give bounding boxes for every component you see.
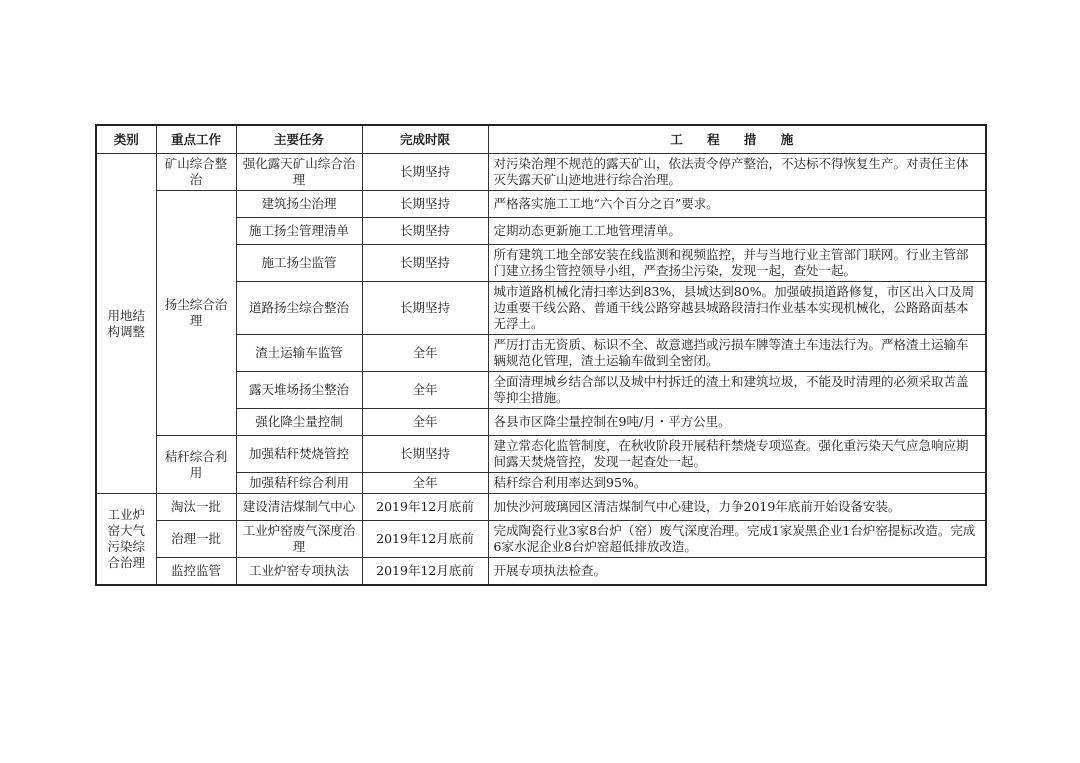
table-row [96, 521, 986, 558]
header-measures: 工 程 措 施 [488, 125, 986, 154]
measure-cell: 严厉打击无资质、标识不全、故意遮挡或污损车牌等渣土车违法行为。严格渣土运输车辆规范化管理，渣土运输车做到全密闭。 [488, 335, 986, 372]
task-cell: 道路扬尘综合整治 [236, 282, 362, 335]
header-deadline: 完成时限 [362, 125, 488, 154]
measure-cell: 开展专项执法检查。 [488, 558, 986, 585]
deadline-cell: 长期坚持 [362, 245, 488, 282]
deadline-cell: 长期坚持 [362, 191, 488, 218]
category-cell: 用地结构调整 [96, 154, 156, 494]
task-cell: 建设清洁煤制气中心 [236, 494, 362, 521]
measure-cell: 严格落实施工工地“六个百分之百”要求。 [488, 191, 986, 218]
header-category: 类别 [96, 125, 156, 154]
task-cell: 加强秸秆综合利用 [236, 473, 362, 494]
header-key-work: 重点工作 [156, 125, 236, 154]
measure-cell: 加快沙河玻璃园区清洁煤制气中心建设，力争2019年底前开始设备安装。 [488, 494, 986, 521]
table-row [96, 154, 986, 191]
measure-cell: 所有建筑工地全部安装在线监测和视频监控，并与当地行业主管部门联网。行业主管部门建立扬尘管控领导小组，严查扬尘污染，发现一起，查处一起。 [488, 245, 986, 282]
measure-cell: 对污染治理不规范的露天矿山，依法责令停产整治，不达标不得恢复生产。对责任主体灭失露天矿山迹地进行综合治理。 [488, 154, 986, 191]
task-cell: 工业炉窑废气深度治理 [236, 521, 362, 558]
task-cell: 强化降尘量控制 [236, 409, 362, 436]
measure-cell: 各县市区降尘量控制在9吨/月・平方公里。 [488, 409, 986, 436]
task-cell: 施工扬尘监管 [236, 245, 362, 282]
measure-cell: 秸秆综合利用率达到95%。 [488, 473, 986, 494]
key-work-cell: 矿山综合整治 [156, 154, 236, 191]
table-row [96, 436, 986, 473]
category-cell: 工业炉窑大气污染综合治理 [96, 494, 156, 585]
deadline-cell: 全年 [362, 372, 488, 409]
table-row [96, 191, 986, 218]
table-row [96, 558, 986, 585]
deadline-cell: 长期坚持 [362, 154, 488, 191]
measure-cell: 全面清理城乡结合部以及城中村拆迁的渣土和建筑垃圾，不能及时清理的必须采取苫盖等抑尘措施。 [488, 372, 986, 409]
task-cell: 强化露天矿山综合治理 [236, 154, 362, 191]
deadline-cell: 2019年12月底前 [362, 521, 488, 558]
deadline-cell: 长期坚持 [362, 436, 488, 473]
task-cell: 工业炉窑专项执法 [236, 558, 362, 585]
task-cell: 建筑扬尘治理 [236, 191, 362, 218]
deadline-cell: 长期坚持 [362, 282, 488, 335]
task-cell: 露天堆场扬尘整治 [236, 372, 362, 409]
task-cell: 施工扬尘管理清单 [236, 218, 362, 245]
key-work-cell: 监控监管 [156, 558, 236, 585]
deadline-cell: 长期坚持 [362, 218, 488, 245]
key-work-cell: 扬尘综合治理 [156, 191, 236, 436]
header-main-task: 主要任务 [236, 125, 362, 154]
key-work-cell: 治理一批 [156, 521, 236, 558]
deadline-cell: 2019年12月底前 [362, 558, 488, 585]
deadline-cell: 2019年12月底前 [362, 494, 488, 521]
table-row [96, 494, 986, 521]
measure-cell: 城市道路机械化清扫率达到83%，县城达到80%。加强破损道路修复，市区出入口及周边重要干线公路、普通干线公路穿越县城路段清扫作业基本实现机械化，公路路面基本无浮土。 [488, 282, 986, 335]
key-work-cell: 秸秆综合利用 [156, 436, 236, 494]
key-work-cell: 淘汰一批 [156, 494, 236, 521]
measure-cell: 定期动态更新施工工地管理清单。 [488, 218, 986, 245]
measures-table [95, 124, 987, 586]
measure-cell: 完成陶瓷行业3家8台炉（窑）废气深度治理。完成1家炭黑企业1台炉窑提标改造。完成6家水泥企业8台炉窑超低排放改造。 [488, 521, 986, 558]
table-header-row [96, 125, 986, 154]
deadline-cell: 全年 [362, 473, 488, 494]
deadline-cell: 全年 [362, 335, 488, 372]
measure-cell: 建立常态化监管制度，在秋收阶段开展秸秆禁烧专项巡查。强化重污染天气应急响应期间露天焚烧管控，发现一起查处一起。 [488, 436, 986, 473]
deadline-cell: 全年 [362, 409, 488, 436]
task-cell: 渣土运输车监管 [236, 335, 362, 372]
task-cell: 加强秸秆焚烧管控 [236, 436, 362, 473]
